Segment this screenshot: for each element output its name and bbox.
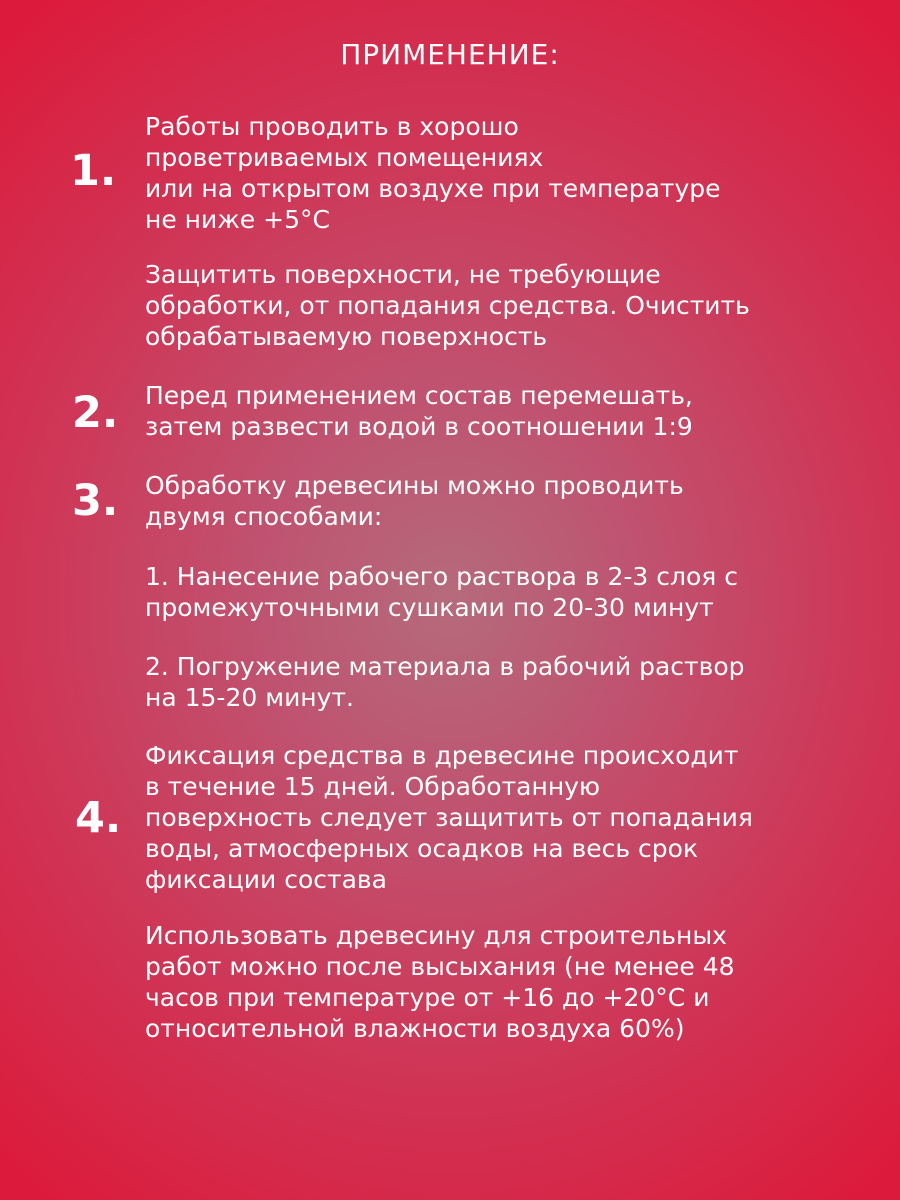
text-line: обрабатываемую поверхность bbox=[145, 322, 548, 351]
text-line: фиксации состава bbox=[145, 865, 387, 894]
text-line: проветриваемых помещениях bbox=[145, 143, 544, 172]
page-title: ПРИМЕНЕНИЕ: bbox=[340, 38, 560, 71]
step-3-paragraph-1 bbox=[145, 470, 845, 532]
step-1-paragraph-2 bbox=[145, 259, 845, 352]
text-line: затем развести водой в соотношении 1:9 bbox=[145, 412, 693, 441]
step-2-number: 2. bbox=[72, 388, 119, 438]
text-line: воды, атмосферных осадков на весь срок bbox=[145, 834, 699, 863]
text-line: Фиксация средства в древесине происходит bbox=[145, 741, 739, 770]
text-line: Работы проводить в хорошо bbox=[145, 112, 519, 141]
text-line: в течение 15 дней. Обработанную bbox=[145, 772, 601, 801]
step-4-number: 4. bbox=[75, 793, 122, 843]
step-3-paragraph-3 bbox=[145, 651, 845, 713]
text-line: относительной влажности воздуха 60%) bbox=[145, 1014, 685, 1043]
step-1-paragraph-1 bbox=[145, 111, 845, 235]
step-2-paragraph-1 bbox=[145, 380, 845, 442]
step-4-paragraph-1 bbox=[145, 740, 845, 895]
text-line: 1. Нанесение рабочего раствора в 2-3 слоя с bbox=[145, 562, 738, 591]
step-1-number: 1. bbox=[70, 146, 117, 196]
text-line: поверхность следует защитить от попадания bbox=[145, 803, 753, 832]
text-line: работ можно после высыхания (не менее 48 bbox=[145, 952, 735, 981]
step-3-number: 3. bbox=[72, 476, 119, 526]
text-line: промежуточными сушками по 20-30 минут bbox=[145, 593, 714, 622]
text-line: обработки, от попадания средства. Очистить bbox=[145, 291, 750, 320]
text-line: на 15-20 минут. bbox=[145, 683, 354, 712]
text-line: 2. Погружение материала в рабочий раствор bbox=[145, 652, 745, 681]
text-line: Обработку древесины можно проводить bbox=[145, 471, 684, 500]
step-3-paragraph-2 bbox=[145, 561, 845, 623]
text-line: или на открытом воздухе при температуре bbox=[145, 174, 721, 203]
text-line: часов при температуре от +16 до +20°С и bbox=[145, 983, 710, 1012]
text-line: Использовать древесину для строительных bbox=[145, 921, 727, 950]
text-line: Перед применением состав перемешать, bbox=[145, 381, 693, 410]
text-line: Защитить поверхности, не требующие bbox=[145, 260, 661, 289]
text-line: двумя способами: bbox=[145, 502, 383, 531]
step-4-paragraph-2 bbox=[145, 920, 845, 1044]
text-line: не ниже +5°С bbox=[145, 205, 330, 234]
